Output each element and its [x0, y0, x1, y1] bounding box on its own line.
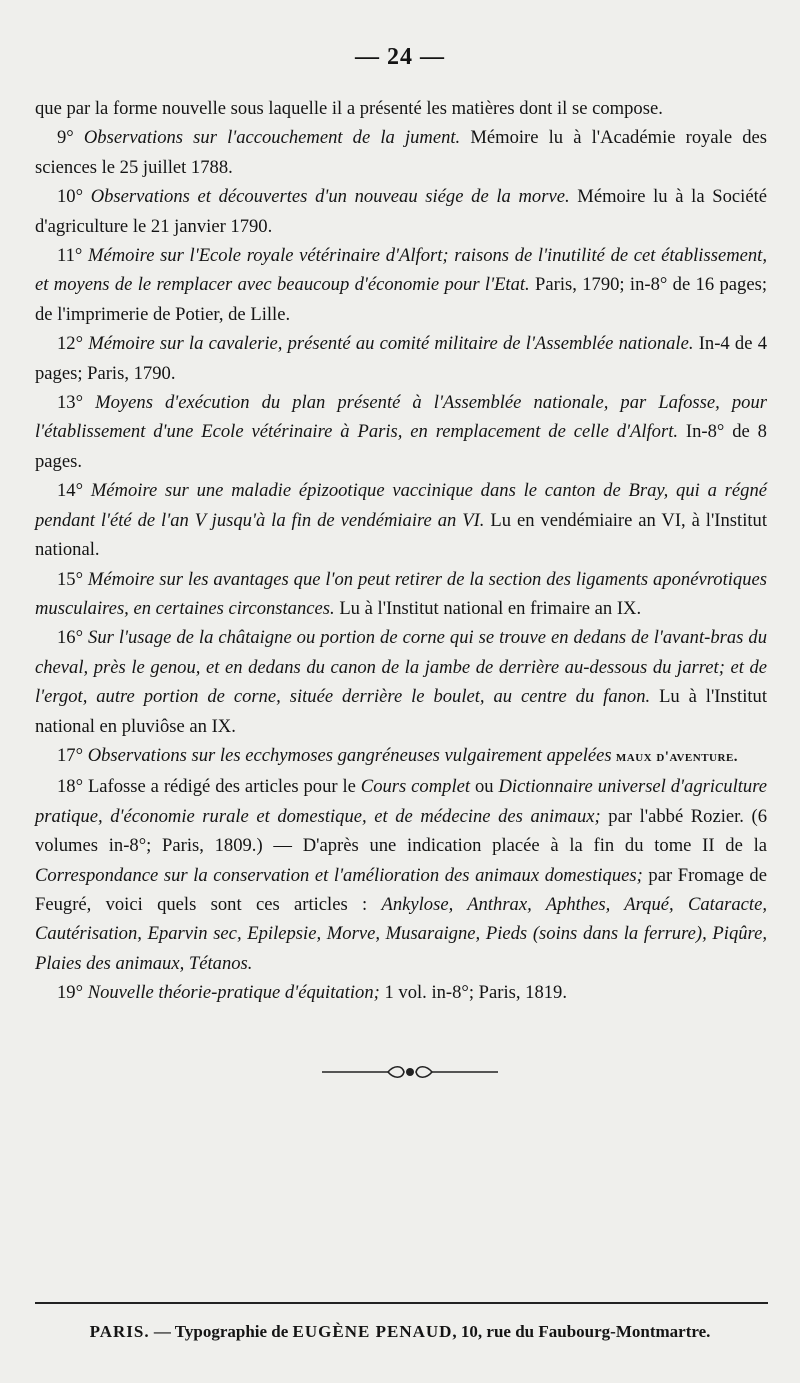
entry-title: Observations sur l'accouchement de la jument. [83, 127, 461, 149]
continued-paragraph: que par la forme nouvelle sous laquelle il a présenté les matières dont il se compose. [35, 98, 663, 119]
entry-18: 18° Lafosse a rédigé des articles pour le Cours complet ou Dictionnaire universel d'agriculture pratique, d'économie rurale et domestique, et de médecine des animaux; par l'abbé Rozier. (6 volumes in-8°; Paris, 1809.) — D'après une indication placée à la fin du tome II de la Correspondance sur la conservation et l'amélioration des animaux domestiques; par Fromage de Feugré, voici quels sont ces articles : Ankylose, Anthrax, Aphthes, Arqué, Cataracte, Cautérisation, Eparvin sec, Epilepsie, Morve, Musaraigne, Pieds (soins dans la ferrure), Piqûre, Plaies des animaux, Tétanos. [35, 776, 768, 974]
entry-14: 14° Mémoire sur une maladie épizootique vaccinique dans le canton de Bray, qui a régné pendant l'été de l'an V jusqu'à la fin de vendémiaire an VI. Lu en vendémiaire an VI, à l'Institut national. [35, 480, 767, 561]
entry-title: Sur l'usage de la châtaigne ou portion de corne qui se trouve en dedans de l'avant-bras du cheval, près le genou, et en dedans du canon de la jambe de derrière au-dessous du jarret; et de l'ergot, autre portion de corne, située derrière le boulet, au centre du fanon. [35, 627, 767, 708]
entry-11: 11° Mémoire sur l'Ecole royale vétérinaire d'Alfort; raisons de l'inutilité de cet établissement, et moyens de le remplacer avec beaucoup d'économie pour l'Etat. Paris, 1790; in-8° de 16 pages; de l'imprimerie de Potier, de Lille. [35, 245, 767, 325]
entry-title: Mémoire sur les avantages que l'on peut retirer de la section des ligaments aponévrotiques musculaires, en certaines circonstances. [35, 568, 767, 619]
bibliography-list [35, 94, 767, 1008]
entry-title: Mémoire sur l'Ecole royale vétérinaire d'Alfort; raisons de l'inutilité de cet établissement, et moyens de le remplacer avec beaucoup d'économie pour l'Etat. [35, 245, 767, 296]
entry-title: Observations et découvertes d'un nouveau siége de la morve. [90, 186, 570, 208]
entry-title: Nouvelle théorie-pratique d'équitation; [87, 982, 380, 1004]
entry-9: 9° Observations sur l'accouchement de la jument. Mémoire lu à l'Académie royale des sciences le 25 juillet 1788. [35, 127, 767, 178]
fleuron-ornament-icon [320, 1062, 500, 1082]
printer-imprint: PARIS. — Typographie de EUGÈNE PENAUD, 10, rue du Faubourg-Montmartre. [89, 1322, 711, 1341]
entry-title: Moyens d'exécution du plan présenté à l'Assemblée nationale, par Lafosse, pour l'établissement d'une Ecole vétérinaire à Paris, en remplacement de celle d'Alfort. [35, 392, 768, 443]
entry-title: Mémoire sur une maladie épizootique vaccinique dans le canton de Bray, qui a régné pendant l'été de l'an V jusqu'à la fin de vendémiaire an VI. [35, 480, 767, 531]
entry-17: 17° Observations sur les ecchymoses gangréneuses vulgairement appelées maux d'aventure. [57, 744, 739, 766]
entry-16: 16° Sur l'usage de la châtaigne ou portion de corne qui se trouve en dedans de l'avant-bras du cheval, près le genou, et en dedans du canon de la jambe de derrière au-dessous du jarret; et de l'ergot, autre portion de corne, située derrière le boulet, au centre du fanon. Lu à l'Institut national en pluviôse an IX. [35, 627, 767, 737]
page-number: — 24 — [355, 44, 445, 70]
entry-15: 15° Mémoire sur les avantages que l'on peut retirer de la section des ligaments aponévrotiques musculaires, en certaines circonstances. Lu à l'Institut national en frimaire an IX. [35, 568, 767, 619]
entry-10: 10° Observations et découvertes d'un nouveau siége de la morve. Mémoire lu à la Société d'agriculture le 21 janvier 1790. [35, 186, 767, 237]
entry-19: 19° Nouvelle théorie-pratique d'équitation; 1 vol. in-8°; Paris, 1819. [57, 982, 567, 1004]
footer-rule [35, 1302, 768, 1304]
entry-title: Observations sur les ecchymoses gangréneuses vulgairement appelées [87, 744, 612, 766]
entry-12: 12° Mémoire sur la cavalerie, présenté au comité militaire de l'Assemblée nationale. In-4 de 4 pages; Paris, 1790. [35, 333, 767, 384]
entry-title: Mémoire sur la cavalerie, présenté au comité militaire de l'Assemblée nationale. [88, 333, 694, 355]
entry-13: 13° Moyens d'exécution du plan présenté à l'Assemblée nationale, par Lafosse, pour l'établissement d'une Ecole vétérinaire à Paris, en remplacement de celle d'Alfort. In-8° de 8 pages. [35, 392, 768, 472]
